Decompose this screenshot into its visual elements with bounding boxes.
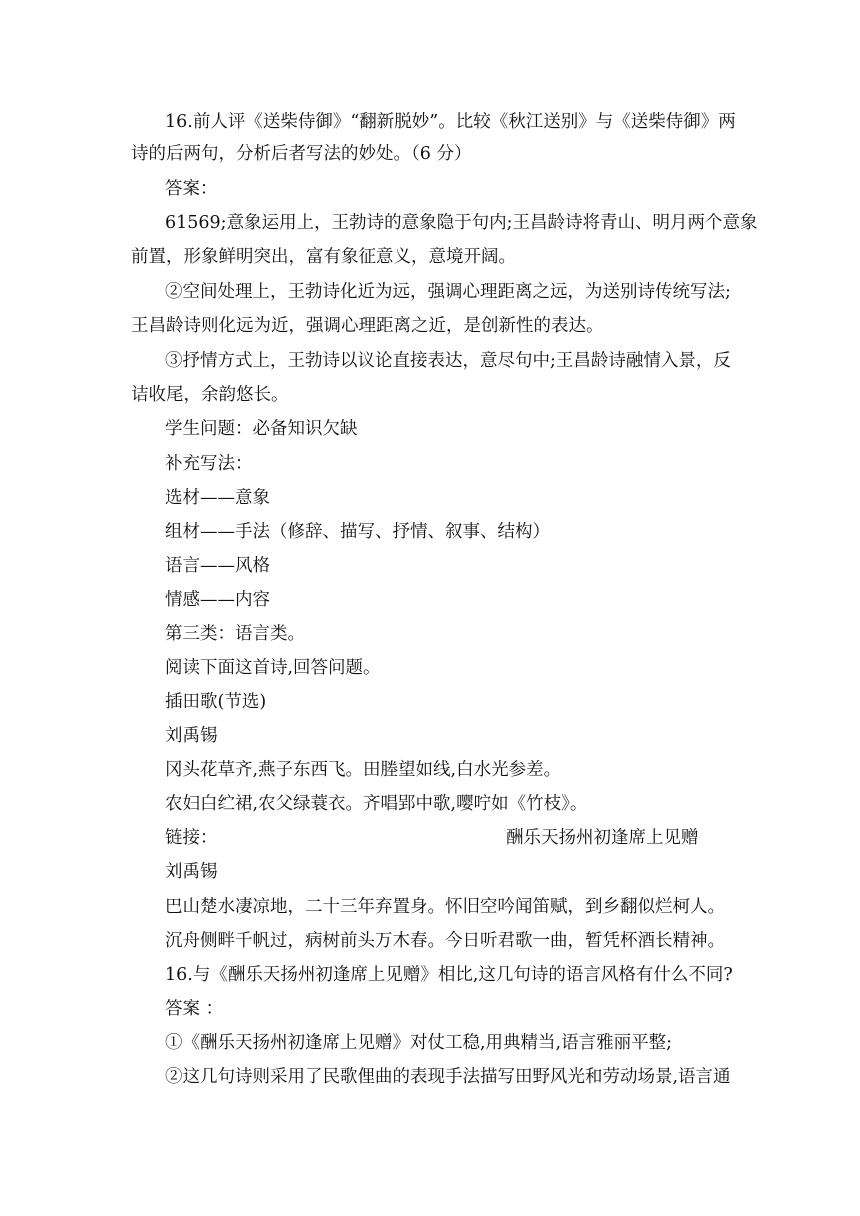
- question-16b: 16.与《酬乐天扬州初逢席上见赠》相比,这几句诗的语言风格有什么不同?: [165, 965, 733, 985]
- answer-paragraph-3-line-1: ③抒情方式上，王勃诗以议论直接表达，意尽句中;王昌龄诗融情入景，反: [165, 351, 731, 371]
- answer-paragraph-2-line-1: ②空间处理上，王勃诗化近为远，强调心理距离之远，为送别诗传统写法;: [165, 282, 731, 302]
- answer-paragraph-3-line-2: 诘收尾，余韵悠长。: [131, 385, 289, 405]
- linked-poem-title: 酬乐天扬州初逢席上见赠: [506, 828, 699, 848]
- supplement-item: 组材——手法（修辞、描写、抒情、叙事、结构）: [165, 522, 550, 542]
- answer-paragraph-1-line-2: 前置，形象鲜明突出，富有象征意义，意境开阔。: [131, 247, 516, 267]
- category-heading: 第三类：语言类。: [165, 624, 305, 644]
- answer-paragraph-1-line-1: 61569;意象运用上，王勃诗的意象隐于句内;王昌龄诗将青山、明月两个意象: [165, 213, 758, 233]
- answer-2-line-1: ①《酬乐天扬州初逢席上见赠》对仗工稳,用典精当,语言雅丽平整;: [165, 1033, 673, 1053]
- answer-label: 答案：: [165, 179, 218, 199]
- linked-poem-line: 巴山楚水凄凉地，二十三年弃置身。怀旧空吟闻笛赋，到乡翻似烂柯人。: [165, 897, 725, 917]
- answer-paragraph-2-line-2: 王昌龄诗则化远为近，强调心理距离之近，是创新性的表达。: [131, 316, 604, 336]
- supplement-label: 补充写法：: [165, 454, 253, 474]
- linked-poem-author: 刘禹锡: [165, 862, 218, 882]
- reading-prompt: 阅读下面这首诗,回答问题。: [165, 658, 381, 678]
- answer-label-2: 答案 ：: [165, 999, 224, 1019]
- poem-line: 冈头花草齐,燕子东西飞。田塍望如线,白水光参差。: [165, 760, 562, 780]
- supplement-item: 情感——内容: [165, 590, 270, 610]
- poem-title: 插田歌(节选): [165, 692, 267, 712]
- link-label: 链接：: [165, 828, 218, 848]
- question-16-line-1: 16.前人评《送柴侍御》“翻新脱妙”。比较《秋江送别》与《送柴侍御》两: [165, 112, 736, 132]
- supplement-item: 选材——意象: [165, 488, 270, 508]
- supplement-item: 语言——风格: [165, 556, 270, 576]
- question-16-line-2: 诗的后两句，分析后者写法的妙处。（6 分）: [131, 144, 472, 164]
- poem-author: 刘禹锡: [165, 726, 218, 746]
- linked-poem-line: 沉舟侧畔千帆过，病树前头万木春。今日听君歌一曲，暂凭杯酒长精神。: [165, 931, 725, 951]
- answer-2-line-2: ②这几句诗则采用了民歌俚曲的表现手法描写田野风光和劳动场景,语言通: [165, 1067, 731, 1087]
- student-problem: 学生问题：必备知识欠缺: [165, 419, 358, 439]
- poem-line: 农妇白纻裙,农父绿蓑衣。齐唱郢中歌,嘤咛如《竹枝》。: [165, 794, 588, 814]
